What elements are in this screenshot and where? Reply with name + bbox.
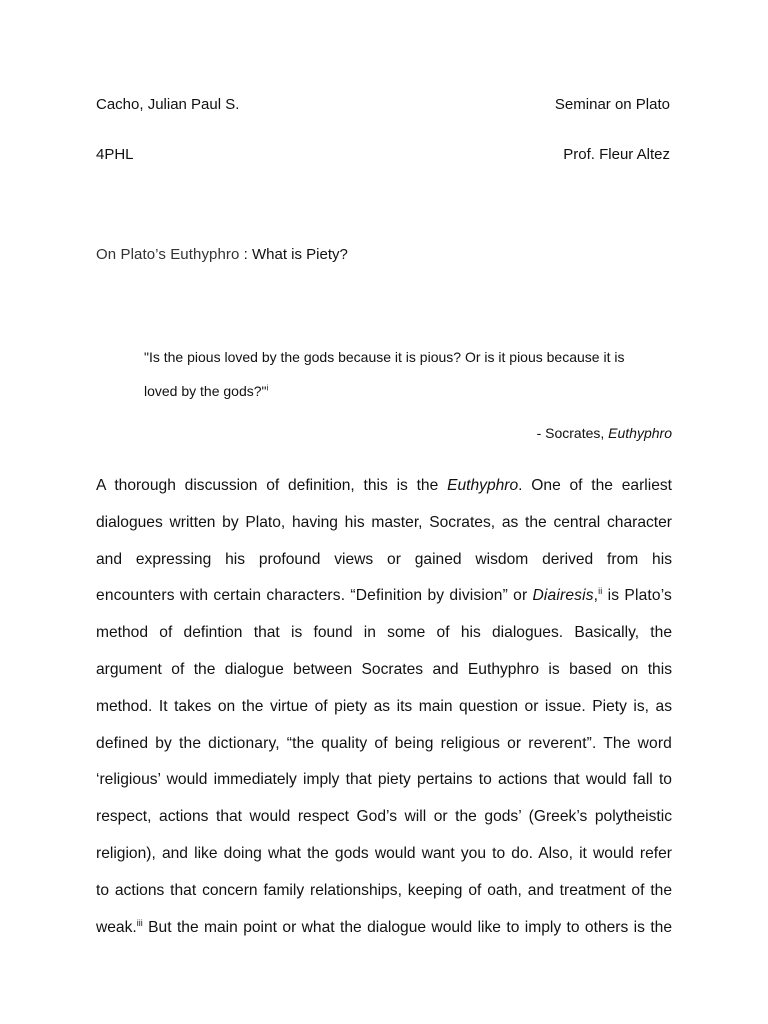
footnote-marker-iii[interactable]: iii — [136, 917, 143, 928]
body-line-12: to actions that concern family relationships, keeping of oath, and treatment of the — [96, 881, 672, 899]
body-italic-work: Euthyphro — [447, 477, 519, 494]
section-code: 4PHL — [96, 146, 134, 163]
body-line-1 — [96, 468, 672, 505]
footnote-marker-i[interactable]: i — [266, 383, 269, 393]
paper-title — [96, 245, 348, 265]
body-paragraph — [96, 468, 672, 946]
body-line-11: religion), and like doing what the gods would want you to do. Also, it would refer — [96, 844, 672, 862]
body-line-5: method of defintion that is found in some of his dialogues. Basically, the — [96, 624, 672, 642]
body-line-6: argument of the dialogue between Socrates and Euthyphro is based on this — [96, 660, 672, 678]
author-name: Cacho, Julian Paul S. — [96, 96, 240, 113]
body-line-8: defined by the dictionary, “the quality of being religious or reverent”. The word — [96, 734, 672, 752]
body-text-run: , — [593, 587, 599, 605]
title-suffix: : What is Piety? — [239, 246, 348, 263]
body-line-2: dialogues written by Plato, having his master, Socrates, as the central character — [96, 513, 672, 531]
body-line-13 — [96, 910, 672, 947]
header-row-2 — [96, 145, 670, 165]
body-line-7: method. It takes on the virtue of piety as its main question or issue. Piety is, as — [96, 697, 672, 715]
footnote-marker-ii[interactable]: ii — [598, 586, 603, 597]
body-line-3: and expressing his profound views or gained wisdom derived from his — [96, 550, 672, 568]
epigraph-line-2: loved by the gods?" — [144, 383, 267, 399]
body-text-run: weak. — [96, 918, 137, 936]
header-row-1 — [96, 95, 670, 115]
epigraph-attribution — [96, 423, 672, 443]
epigraph-quote — [144, 340, 672, 408]
professor-name: Prof. Fleur Altez — [563, 146, 670, 163]
body-line-4 — [96, 578, 672, 615]
body-line-10: respect, actions that would respect God’s will or the gods’ (Greek’s polytheistic — [96, 808, 672, 826]
body-italic-term: Diairesis — [532, 587, 594, 605]
body-text-run: encounters with certain characters. “Definition by division” or — [96, 587, 533, 605]
attribution-work: Euthyphro — [608, 425, 672, 441]
body-text-run: is Plato’s — [602, 587, 672, 605]
title-prefix: On Plato’s Euthyphro — [96, 246, 240, 263]
body-text-run: But the main point or what the dialogue would like to imply to others is the — [142, 918, 672, 936]
course-name: Seminar on Plato — [554, 96, 670, 113]
body-text-run: . One of the earliest — [518, 477, 673, 494]
body-line-9: ‘religious’ would immediately imply that piety pertains to actions that would fall to — [96, 771, 672, 789]
epigraph-line-1: "Is the pious loved by the gods because it is pious? Or is it pious because it is — [144, 349, 625, 365]
attribution-speaker: - Socrates, — [536, 425, 609, 441]
body-text-run: A thorough discussion of definition, this is the — [96, 477, 448, 494]
